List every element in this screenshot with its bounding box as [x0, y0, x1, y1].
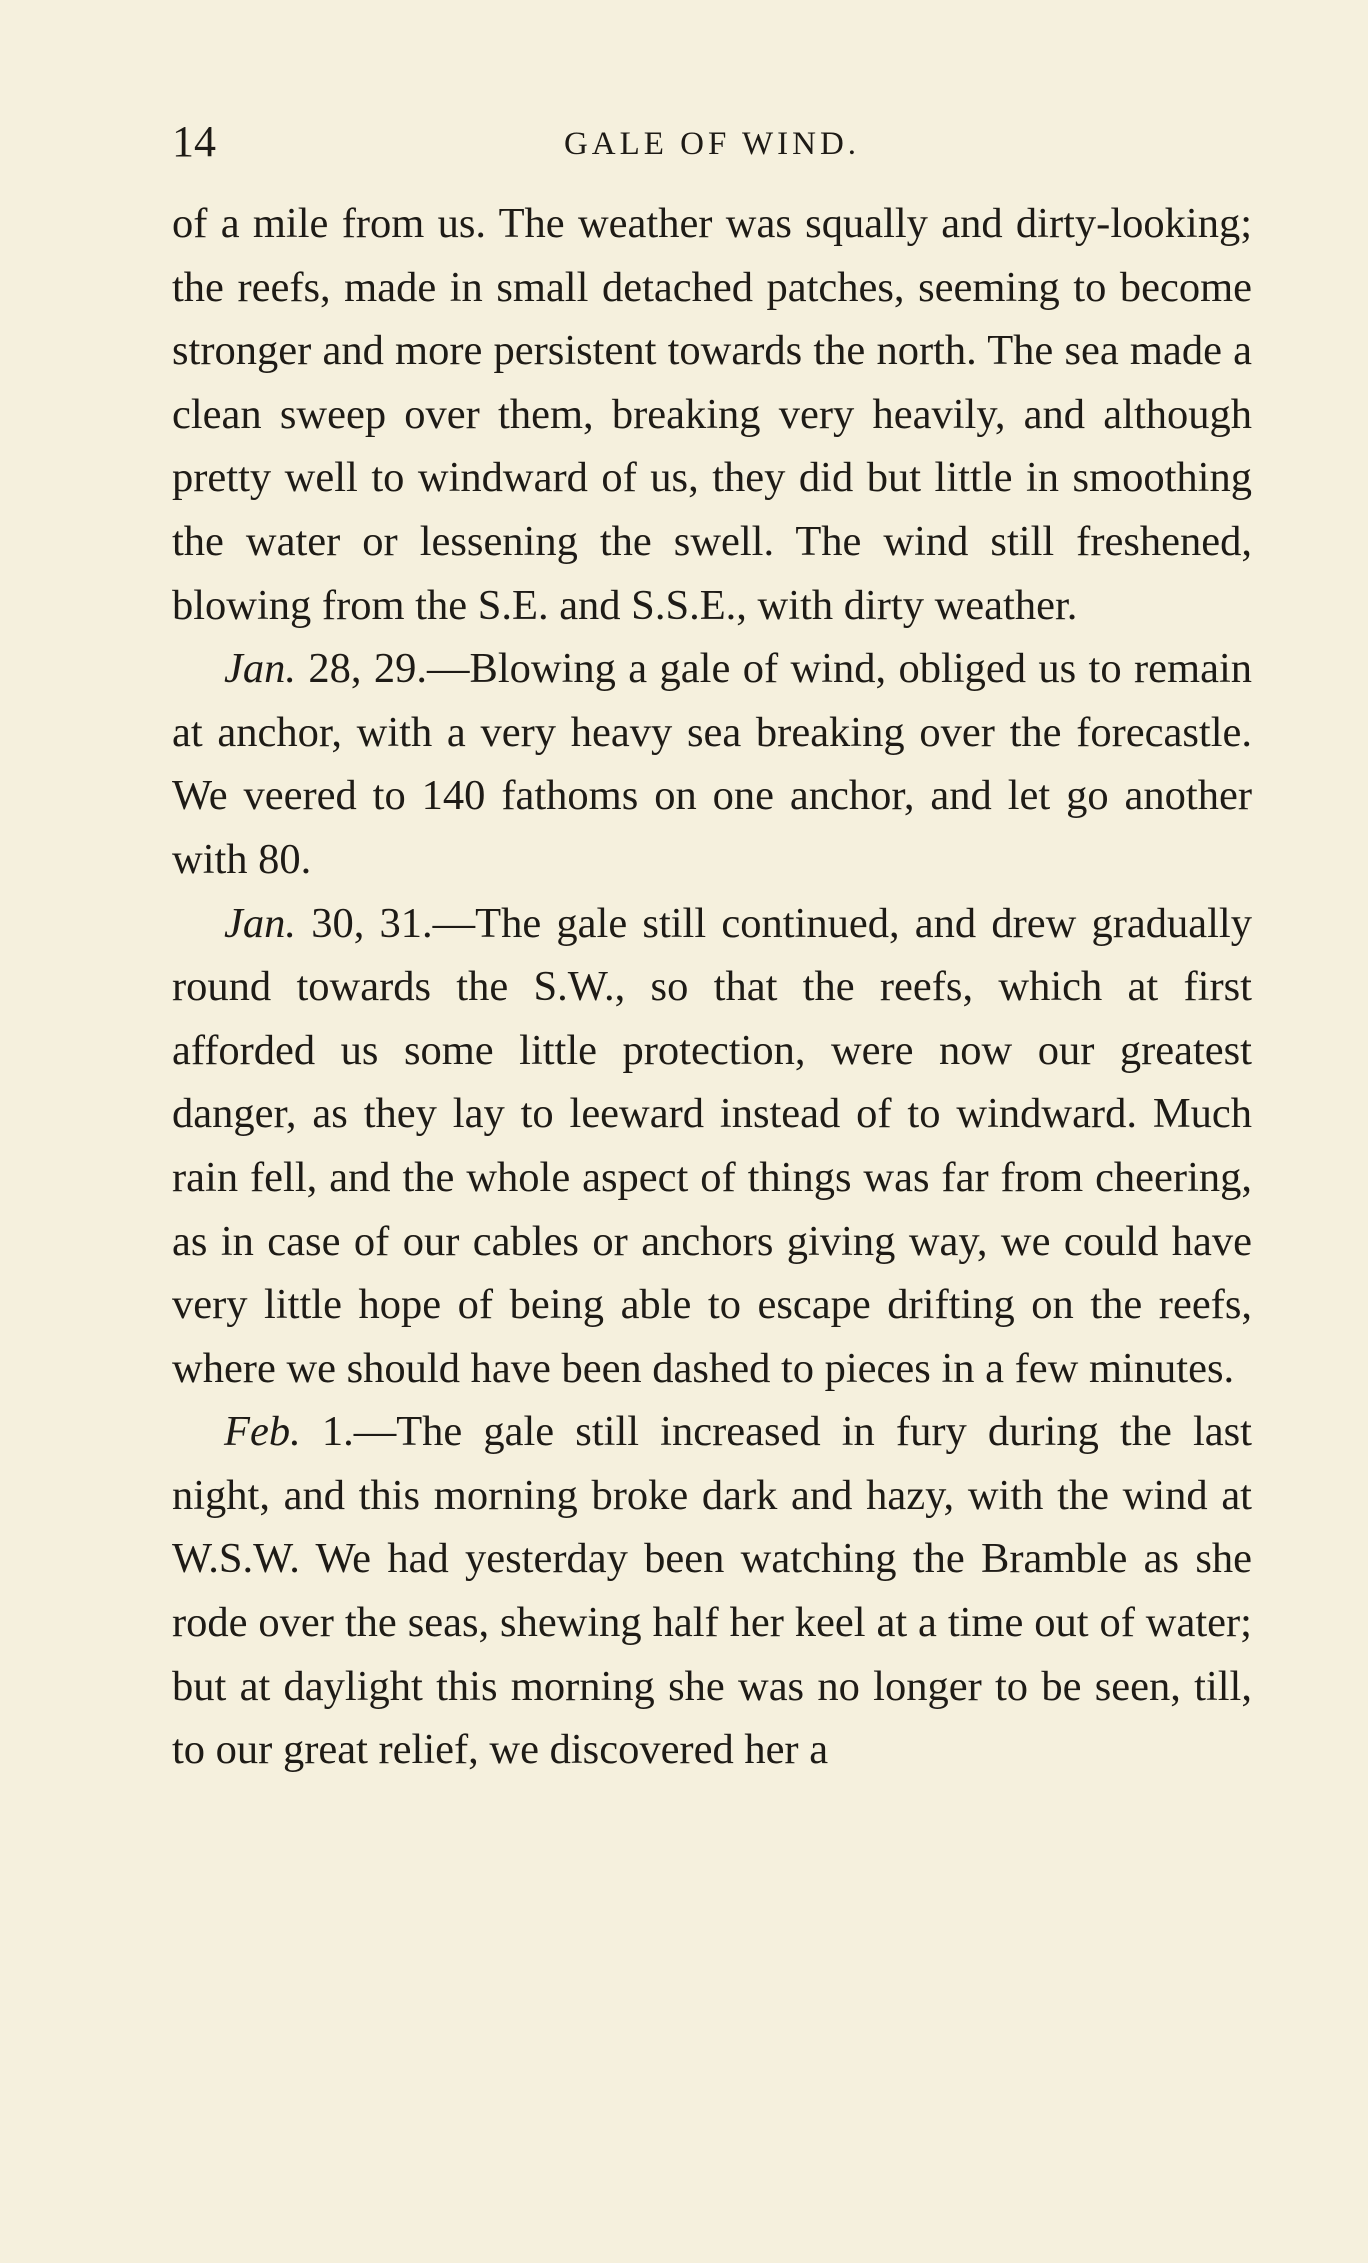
paragraph-4-date: Feb.	[224, 1408, 301, 1456]
running-title: GALE OF WIND.	[563, 126, 861, 162]
paragraph-2	[172, 637, 1252, 891]
paragraph-3-date: Jan.	[224, 899, 296, 947]
paragraph-2-date: Jan.	[224, 645, 296, 693]
paragraph-1	[172, 192, 1252, 637]
paragraph-4	[172, 1400, 1252, 1782]
paragraph-3-text: 30, 31.—The gale still continued, and drew gradually round towards the S.W., so that the reefs, which at first afforded us some little protection, were now our greatest danger, as they lay to leeward instead of to windward. Much rain fell, and the whole aspect of things was far from cheering, as in case of our cables or anchors giving way, we could have very little hope of being able to escape drifting on the reefs, where we should have been dashed to pieces in a few minutes.	[172, 899, 1252, 1392]
paragraph-4-text: 1.—The gale still increased in fury during the last night, and this morning broke dark and hazy, with the wind at W.S.W. We had yesterday been watching the Bramble as she rode over the seas, shewing half her keel at a time out of water; but at daylight this morning she was no longer to be seen, till, to our great relief, we discovered her a	[172, 1408, 1252, 1774]
paragraph-1-text: of a mile from us. The weather was squally and dirty-looking; the reefs, made in small detached patches, seeming to become stronger and more persistent towards the north. The sea made a clean sweep over them, breaking very heavily, and although pretty well to windward of us, they did but little in smoothing the water or lessening the swell. The wind still freshened, blowing from the S.E. and S.S.E., with dirty weather.	[172, 200, 1252, 629]
page-number: 14	[172, 117, 216, 166]
page-header	[172, 112, 1252, 172]
body-text	[172, 192, 1252, 1782]
paragraph-2-text: 28, 29.—Blowing a gale of wind, obliged us to remain at anchor, with a very heavy sea breaking over the forecastle. We veered to 140 fathoms on one anchor, and let go another with 80.	[172, 645, 1252, 883]
paragraph-3	[172, 892, 1252, 1401]
